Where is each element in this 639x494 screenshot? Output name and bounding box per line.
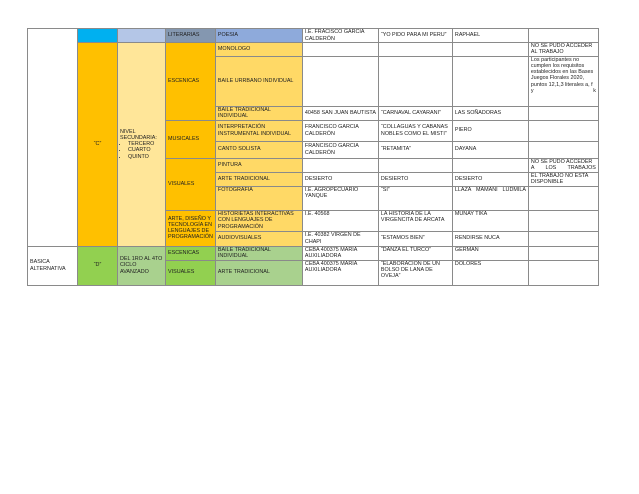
participant-cell: DOLORES	[452, 260, 528, 285]
area-cell: LITERARIAS	[166, 29, 216, 43]
cycle-cell: DEL 1RO AL 4TO CICLO AVANZADO	[118, 246, 166, 285]
work-cell: “RETAMITA”	[378, 141, 452, 158]
work-cell: DESIERTO	[378, 172, 452, 186]
participant-cell	[452, 43, 528, 57]
discipline-cell: BAILE TRADICIONAL INDIVIDUAL	[215, 106, 302, 120]
observation-cell: NO SE PUDO ACCEDER AL TRABAJO	[528, 43, 598, 57]
observation-cell	[528, 186, 598, 210]
level-title: NIVEL SECUNDARIA:	[120, 128, 157, 141]
table-row	[28, 43, 599, 57]
work-cell	[378, 56, 452, 106]
observation-cell	[528, 120, 598, 141]
participant-cell: DAYANA	[452, 141, 528, 158]
observation-cell	[528, 141, 598, 158]
discipline-cell: ARTE TRADICIONAL	[215, 260, 302, 285]
participant-cell: DESIERTO	[452, 172, 528, 186]
table-row	[28, 29, 599, 43]
institution-cell	[302, 56, 378, 106]
work-cell: “YO PIDO PARA MI PERU”	[378, 29, 452, 43]
discipline-cell: FOTOGRAFÍA	[215, 186, 302, 210]
participant-cell	[452, 158, 528, 172]
observation-cell	[528, 29, 598, 43]
area-cell: VISUALES	[166, 260, 216, 285]
work-cell: “SI”	[378, 186, 452, 210]
work-cell: “COLLAGUAS Y CABANAS NOBLES COMO EL MISTI”	[378, 120, 452, 141]
work-cell	[378, 158, 452, 172]
grade-item: • TERCERO	[128, 141, 163, 147]
participant-cell	[452, 56, 528, 106]
table-row	[28, 246, 599, 260]
work-cell: “ELABORACION DE UN BOLSO DE LANA DE OVEJA”	[378, 260, 452, 285]
grade-item: • QUINTO	[128, 154, 163, 160]
work-cell	[378, 43, 452, 57]
institution-cell: I.E. AGROPECUARIO YANQUE	[302, 186, 378, 210]
work-cell: LA HISTORIA DE LA VIRGENCITA DE ARCATA	[378, 210, 452, 231]
discipline-cell: BAILE TRADICIONAL INDIVIDUAL	[215, 246, 302, 260]
participant-cell: GERMAN	[452, 246, 528, 260]
institution-cell: I.E. FRACISCO GARCIA CALDERÓN	[302, 29, 378, 43]
discipline-cell: INTERPRETACIÓN INSTRUMENTAL INDIVIDUAL	[215, 120, 302, 141]
participant-cell: RAPHAEL	[452, 29, 528, 43]
participant-cell: LLAZA MAMANI LUDMILA	[452, 186, 528, 210]
institution-cell: 40458 SAN JUAN BAUTISTA	[302, 106, 378, 120]
work-cell: “CARNAVAL CAYARANI”	[378, 106, 452, 120]
observation-cell	[528, 260, 598, 285]
observation-cell	[528, 231, 598, 246]
group-label-c: “C”	[78, 43, 118, 247]
participant-cell: LAS SOÑADORAS	[452, 106, 528, 120]
work-cell: “DANZA EL TURCO”	[378, 246, 452, 260]
discipline-cell: AUDIOVISUALES	[215, 231, 302, 246]
institution-cell: FRANCISCO GARCIA CALDERÓN	[302, 141, 378, 158]
level-cell	[118, 43, 166, 247]
discipline-cell: PINTURA	[215, 158, 302, 172]
group-cell-cyan	[78, 29, 118, 43]
participant-cell: PIERO	[452, 120, 528, 141]
institution-cell	[302, 43, 378, 57]
area-visuales: VISUALES	[166, 158, 216, 210]
grade-item: • CUARTO	[128, 147, 163, 153]
observation-cell	[528, 246, 598, 260]
observation-cell: NO SE PUDO ACCEDER A LOS TRABAJOS	[528, 158, 598, 172]
discipline-cell: BAILE URRBANO INDIVIDUAL	[215, 56, 302, 106]
discipline-cell: CANTO SOLISTA	[215, 141, 302, 158]
observation-cell	[528, 210, 598, 231]
results-table	[27, 28, 599, 286]
discipline-cell: MONOLOGO	[215, 43, 302, 57]
modality-cell: BASICA ALTERNATIVA	[28, 246, 78, 285]
area-musicales: MUSICALES	[166, 120, 216, 158]
institution-cell: I.E. 40568	[302, 210, 378, 231]
institution-cell: FRANCISCO GARCIA CALDERÓN	[302, 120, 378, 141]
participant-cell: RENDIRSE NUCA	[452, 231, 528, 246]
institution-cell: CEBA 400375 MARIA AUXILIADORA	[302, 246, 378, 260]
institution-cell: I.E. 40382 VIRGEN DE CHAPI	[302, 231, 378, 246]
area-arte-lenguajes: ARTE, DISEÑO Y TECNOLOGÍA EN LENGUAJES DE PROGRAMACIÓN	[166, 210, 216, 246]
institution-cell: CEBA 400375 MARIA AUXILIADORA	[302, 260, 378, 285]
observation-cell: Los participantes no cumplen los requisitos establecidos en las Bases Juegos Florales 2020, puntos 12,1,3 literales a, f y k	[528, 56, 598, 106]
level-cell-lavender	[118, 29, 166, 43]
modality-cell-empty	[28, 29, 78, 247]
institution-cell: DESIERTO	[302, 172, 378, 186]
observation-cell	[528, 106, 598, 120]
discipline-cell: HISTORIETAS INTERACTIVAS CON LENGUAJES DE PROGRAMACIÓN	[215, 210, 302, 231]
group-label-d: “D”	[78, 246, 118, 285]
discipline-cell: POESIA	[215, 29, 302, 43]
institution-cell	[302, 158, 378, 172]
discipline-cell: ARTE TRADICIONAL	[215, 172, 302, 186]
grades-list	[120, 141, 163, 160]
area-cell: ESCENICAS	[166, 246, 216, 260]
area-escenicas: ESCENICAS	[166, 43, 216, 121]
work-cell: “ESTAMOS BIEN”	[378, 231, 452, 246]
participant-cell: MUNAY TIKA	[452, 210, 528, 231]
observation-cell: EL TRABAJO NO ESTA DISPONIBLE	[528, 172, 598, 186]
